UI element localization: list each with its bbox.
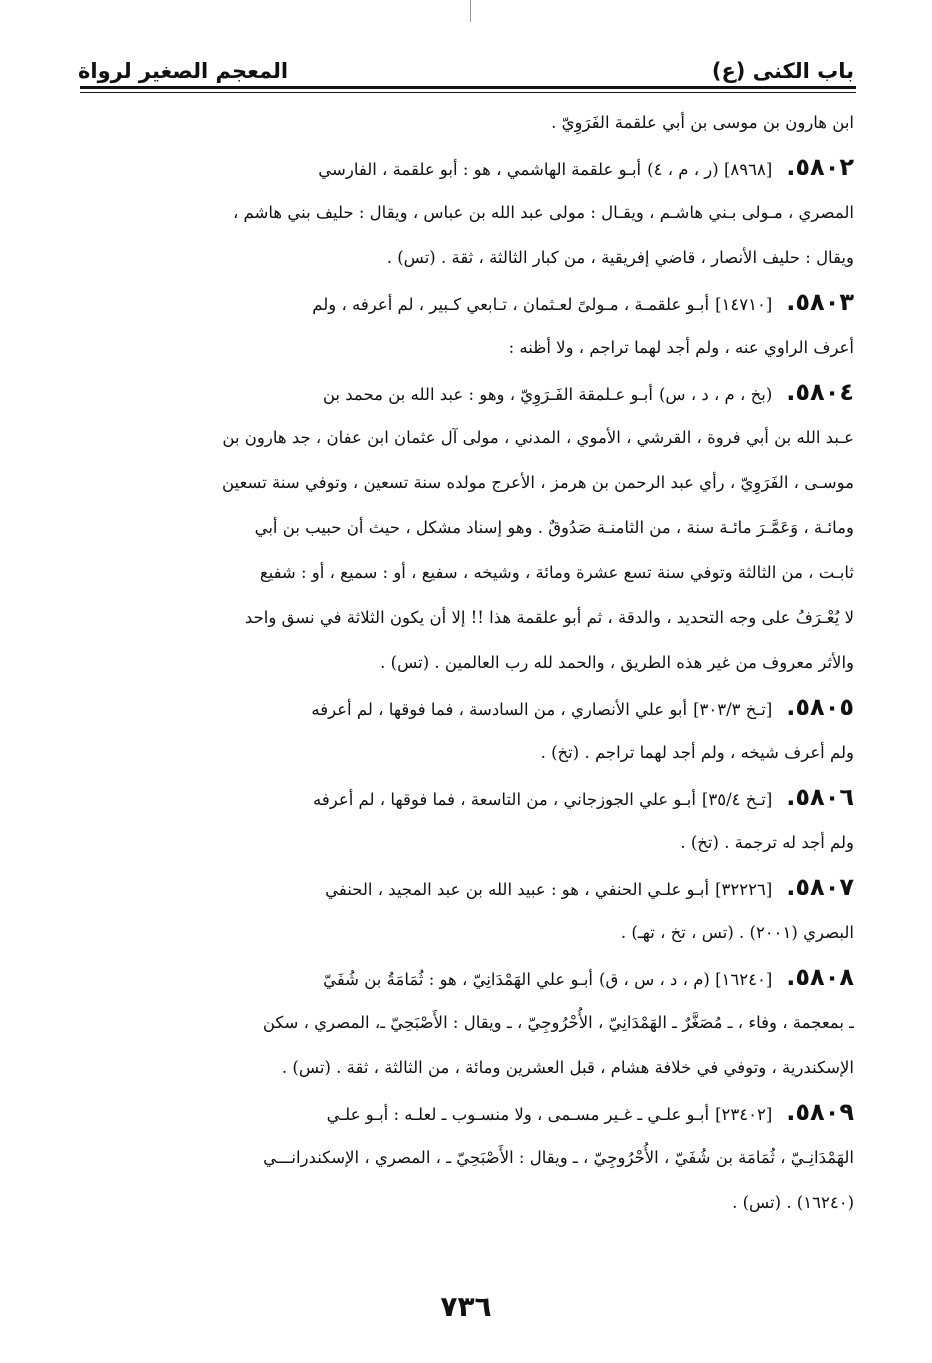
entry-first-line: [80, 1090, 854, 1135]
entry-reference: [٨٩٦٨] (ر ، م ، ٤): [647, 160, 773, 179]
chapter-title: باب الكنى (ع): [711, 59, 854, 83]
entry-first-line: [80, 865, 854, 910]
crop-mark: [470, 0, 471, 22]
entry-text: أبـو علقمة الهاشمي ، هو : أبو علقمة ، الفارسي: [318, 160, 642, 179]
text-line: المصري ، مـولى بـني هاشـم ، ويقـال : مولى عبد الله بن عباس ، ويقال : حليف بني هاشم ،: [232, 203, 854, 222]
text-line: البصري (٢٠٠١) . (تس ، تخ ، تهـ) .: [620, 923, 854, 942]
text-line: الهَمْدَانِـيّ ، ثُمَامَة بن شُفَيّ ، الأُحْرُوجِيّ ، ـ ويقال : الأَصْبَحِيّ ـ ، المصري ، الإسكندرانـــي: [263, 1148, 854, 1167]
entry-reference: (بخ ، م ، د ، س): [659, 385, 773, 404]
text-line: والأثر معروف من غير هذه الطريق ، والحمد لله رب العالمين . (تس) .: [380, 653, 854, 672]
entry-text: أبـو علـي الحنفي ، هو : عبيد الله بن عبد المجيد ، الحنفي: [325, 880, 710, 899]
entry-number: ٥٨٠٩.: [786, 1098, 854, 1126]
entry-first-line: [80, 685, 854, 730]
text-line: الإسكندرية ، وتوفي في خلافة هشام ، قبل العشرين ومائة ، من الثالثة ، ثقة . (تس) .: [281, 1058, 854, 1077]
entry-text: أبـو علي الهَمْدَانِيّ ، هو : ثُمَامَةُ بن شُفَيّ: [323, 970, 594, 989]
entry-first-line: [80, 370, 854, 415]
entry-number: ٥٨٠٤.: [786, 378, 854, 406]
entry-number: ٥٨٠٥.: [786, 693, 854, 721]
page-number: ٧٣٦: [440, 1290, 492, 1323]
book-title: المعجم الصغير لرواة: [78, 59, 289, 83]
entry-number: ٥٨٠٧.: [786, 873, 854, 901]
entry-first-line: [80, 280, 854, 325]
entry-reference: [تـخ ٣٥/٤]: [701, 790, 773, 809]
text-line: ثابـت ، من الثالثة وتوفي سنة تسع عشرة ومائة ، وشيخه ، سفيع ، أو : سميع ، أو : شفيع: [259, 563, 854, 582]
entry-number: ٥٨٠٦.: [786, 783, 854, 811]
entry-number: ٥٨٠٣.: [786, 288, 854, 316]
header-rule: [80, 86, 856, 89]
entry-text: أبـو علقمـة ، مـولىً لعـثمان ، تـابعي كـبير ، لم أعرفه ، ولم: [312, 295, 710, 314]
text-line: عـبد الله بن أبي فروة ، القرشي ، الأموي ، المدني ، مولى آل عثمان ابن عفان ، جد هارون بن: [222, 428, 854, 447]
text-line: ابن هارون بن موسى بن أبي علقمة الفَرَوِيّ .: [551, 113, 854, 132]
text-line: ولم أجد له ترجمة . (تخ) .: [680, 833, 854, 852]
page-header: [78, 38, 854, 82]
entry-text: أبو علي الأنصاري ، من السادسة ، فما فوقها ، لم أعرفه: [311, 700, 688, 719]
text-line: ـ بمعجمة ، وفاء ، ـ مُصَغَّرٌ ـ الهَمْدَانِيّ ، الأُحْرُوجِيّ ، ـ ويقال : الأَصْبَحِيّ ـ، المصري ، سكن: [262, 1013, 854, 1032]
entry-reference: [تـخ ٣٠٣/٣]: [693, 700, 773, 719]
entry-number: ٥٨٠٢.: [786, 153, 854, 181]
entry-first-line: [80, 775, 854, 820]
entry-number: ٥٨٠٨.: [786, 963, 854, 991]
text-line: ولم أعرف شيخه ، ولم أجد لهما تراجم . (تخ) .: [540, 743, 854, 762]
entry-first-line: [80, 955, 854, 1000]
entry-reference: [٣٢٢٢٦]: [715, 880, 773, 899]
entry-text: أبـو علي الجوزجاني ، من التاسعة ، فما فوقها ، لم أعرفه: [313, 790, 696, 809]
text-line: موسـى ، الفَرَوِيّ ، رأي عبد الرحمن بن هرمز ، الأعرج مولده سنة تسعين ، وتوفي سنة تسعين: [222, 473, 854, 492]
entry-reference: [١٦٢٤٠] (م ، د ، س ، ق): [599, 970, 773, 989]
text-line: ومائـة ، وَعَمَّـرَ مائـة سنة ، من الثامنـة صَدُوقٌ . وهو إسناد مشكل ، حيث أن حبيب بن أبي: [254, 518, 854, 537]
entry-text: أبـو علـي ـ غـير مسـمى ، ولا منسـوب ـ لعلـه : أبـو علـي: [326, 1105, 710, 1124]
page-body: [80, 100, 854, 1225]
entry-first-line: [80, 145, 854, 190]
entry-reference: [٢٣٤٠٢]: [715, 1105, 773, 1124]
header-rule-thin: [80, 92, 856, 93]
text-line: أعرف الراوي عنه ، ولم أجد لهما تراجم ، ولا أظنه :: [508, 338, 854, 357]
text-line: (١٦٢٤٠) . (تس) .: [732, 1193, 854, 1212]
entry-text: أبـو عـلمقة الفَـرَوِيّ ، وهو : عبد الله بن محمد بن: [322, 385, 653, 404]
text-line: ويقال : حليف الأنصار ، قاضي إفريقية ، من كبار الثالثة ، ثقة . (تس) .: [386, 248, 854, 267]
text-line: لا يُعْـرَفُ على وجه التحديد ، والدقة ، ثم أبو علقمة هذا !! إلا أن يكون الثلاثة في نسق واحد: [244, 608, 854, 627]
entry-reference: [١٤٧١٠]: [715, 295, 773, 314]
